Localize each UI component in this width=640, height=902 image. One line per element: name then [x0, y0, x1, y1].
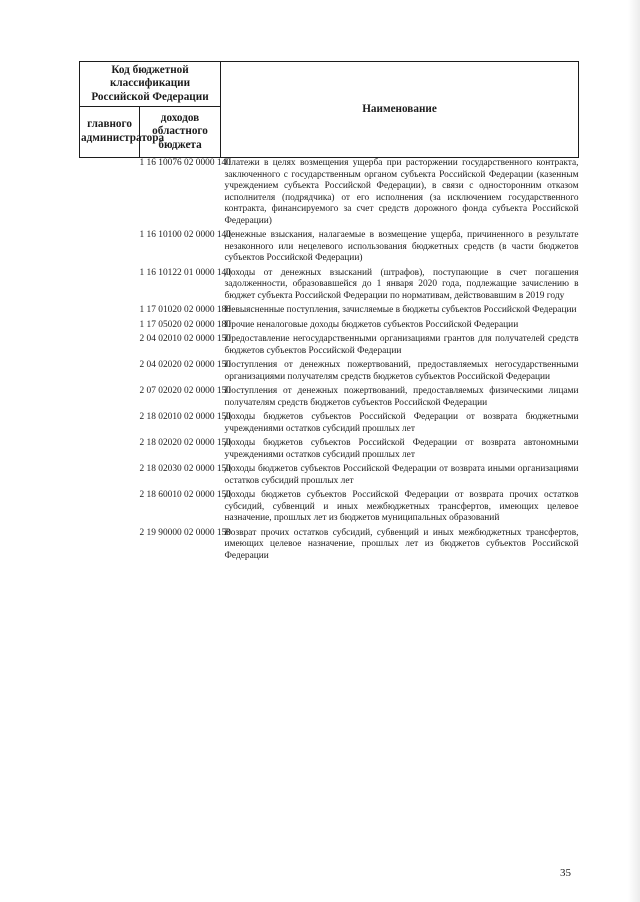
admin-code-cell	[80, 386, 140, 412]
income-code-cell: 1 17 01020 02 0000 180	[139, 305, 231, 315]
table-row	[80, 412, 579, 438]
table-row	[80, 360, 579, 386]
page-number: 35	[560, 867, 571, 879]
admin-code-cell	[80, 334, 140, 360]
budget-classification-table	[79, 61, 579, 565]
table-body	[80, 158, 579, 566]
name-cell: Доходы от денежных взысканий (штрафов), поступающие в счет погашения задолженности, образовавшейся до 1 января 2020 года, подлежащие зачислению в бюджет субъекта Российской Федерации по нормативам, действовавшим в 2019 году	[224, 267, 579, 301]
name-cell: Доходы бюджетов субъектов Российской Федерации от возврата бюджетными учреждениями остатков субсидий прошлых лет	[224, 412, 579, 434]
header-income: доходов областного бюджета	[140, 107, 221, 158]
income-code-cell: 2 04 02020 02 0000 150	[139, 360, 231, 370]
admin-code-cell	[80, 438, 140, 464]
admin-code-cell	[80, 268, 140, 306]
income-code-cell: 1 16 10122 01 0000 140	[139, 267, 231, 278]
admin-code-cell	[80, 320, 140, 335]
table-row	[80, 334, 579, 360]
page-edge-shadow	[628, 0, 640, 902]
table-row	[80, 230, 579, 268]
table-row	[80, 386, 579, 412]
admin-code-cell	[80, 464, 140, 490]
table-row	[80, 490, 579, 528]
admin-code-cell	[80, 158, 140, 231]
name-cell: Возврат прочих остатков субсидий, субвенций и иных межбюджетных трансфертов, имеющих целевое назначение, прошлых лет из бюджетов субъектов Российской Федерации	[224, 527, 579, 561]
income-code-cell: 2 18 02010 02 0000 150	[139, 412, 231, 422]
header-code-group: Код бюджетной классификации Российской Федерации	[80, 62, 221, 107]
income-code-cell: 2 19 90000 02 0000 150	[139, 527, 231, 538]
name-cell: Платежи в целях возмещения ущерба при расторжении государственного контракта, заключенного с государственным органом субъекта Российской Федерации (казенным учреждением субъекта Российской Федерации), в связи с односторонним отказом исполнителя (подрядчика) от его исполнения (за исключением государственного контракта, финансируемого за счет средств дорожного фонда субъекта Российской Федерации)	[224, 158, 579, 226]
header-name: Наименование	[221, 62, 579, 158]
admin-code-cell	[80, 230, 140, 268]
table-row	[80, 305, 579, 320]
table-row	[80, 320, 579, 335]
admin-code-cell	[80, 360, 140, 386]
name-cell: Предоставление негосударственными организациями грантов для получателей средств бюджетов субъектов Российской Федерации	[224, 334, 579, 356]
name-cell: Доходы бюджетов субъектов Российской Федерации от возврата автономными учреждениями остатков субсидий прошлых лет	[224, 438, 579, 460]
name-cell: Невыясненные поступления, зачисляемые в бюджеты субъектов Российской Федерации	[224, 305, 577, 315]
income-code-cell: 2 04 02010 02 0000 150	[139, 334, 231, 344]
income-code-cell: 2 18 60010 02 0000 150	[139, 490, 231, 500]
header-admin: главного администратора	[80, 107, 140, 158]
name-cell: Поступления от денежных пожертвований, предоставляемых негосударственными организациями получателям средств бюджетов субъектов Российской Федерации	[224, 360, 579, 382]
income-code-cell: 1 17 05020 02 0000 180	[139, 319, 231, 330]
table-row	[80, 528, 579, 566]
table-row	[80, 438, 579, 464]
table-row	[80, 268, 579, 306]
income-code-cell: 2 07 02020 02 0000 150	[139, 386, 231, 396]
income-code-cell: 2 18 02030 02 0000 150	[139, 464, 231, 474]
admin-code-cell	[80, 412, 140, 438]
table-header	[80, 62, 579, 158]
name-cell: Доходы бюджетов субъектов Российской Федерации от возврата прочих остатков субсидий, субвенций и иных межбюджетных трансфертов, имеющих целевое назначение, прошлых лет из бюджетов муниципальных образований	[224, 490, 579, 523]
admin-code-cell	[80, 305, 140, 320]
admin-code-cell	[80, 528, 140, 566]
table-row	[80, 464, 579, 490]
name-cell: Прочие неналоговые доходы бюджетов субъектов Российской Федерации	[224, 319, 519, 330]
name-cell: Поступления от денежных пожертвований, предоставляемых физическими лицами получателям средств бюджетов субъектов Российской Федерации	[224, 386, 579, 408]
income-code-cell: 2 18 02020 02 0000 150	[139, 438, 231, 448]
admin-code-cell	[80, 490, 140, 528]
income-code-cell: 1 16 10076 02 0000 140	[139, 158, 231, 168]
income-code-cell: 1 16 10100 02 0000 140	[139, 230, 231, 240]
name-cell: Доходы бюджетов субъектов Российской Федерации от возврата иными организациями остатков субсидий прошлых лет	[224, 464, 579, 486]
table-row	[80, 158, 579, 231]
name-cell: Денежные взыскания, налагаемые в возмещение ущерба, причиненного в результате незаконного или нецелевого использования бюджетных средств (в части бюджетов субъектов Российской Федерации)	[224, 230, 579, 263]
